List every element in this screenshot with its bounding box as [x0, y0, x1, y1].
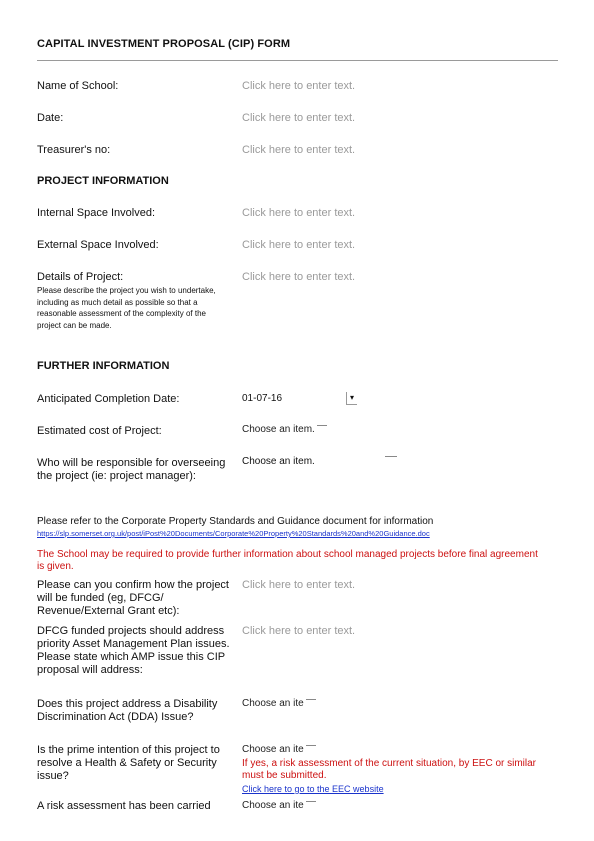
dda-label: Does this project address a Disability Discrimination Act (DDA) Issue?	[37, 698, 218, 723]
funding-input[interactable]: Click here to enter text.	[242, 579, 356, 591]
treasurer-label: Treasurer's no:	[37, 144, 111, 156]
school-input[interactable]: Click here to enter text.	[242, 80, 356, 92]
dropdown-handle-icon	[317, 425, 327, 426]
risk-assessment-dropdown[interactable]	[242, 800, 316, 812]
dfcg-label: DFCG funded projects should address priority Asset Management Plan issues. Please state which AMP issue this CIP proposal will address:	[37, 625, 230, 676]
responsible-label: Who will be responsible for overseeing the project (ie: project manager):	[37, 457, 226, 482]
details-input[interactable]: Click here to enter text.	[242, 271, 356, 283]
treasurer-input[interactable]: Click here to enter text.	[242, 144, 356, 156]
internal-space-input[interactable]: Click here to enter text.	[242, 207, 356, 219]
external-space-label: External Space Involved:	[37, 239, 159, 251]
funding-label: Please can you confirm how the project will be funded (eg, DFCG/ Revenue/External Grant etc):	[37, 579, 229, 617]
further-info-heading: FURTHER INFORMATION	[37, 360, 170, 372]
dfcg-input[interactable]: Click here to enter text.	[242, 625, 356, 637]
responsible-dropdown-value: Choose an item.	[242, 456, 315, 467]
agreement-notice: The School may be required to provide further information about school managed projects before final agreement is given.	[37, 549, 538, 572]
details-help-text: Please describe the project you wish to undertake, including as much detail as possible so that a reasonable assessment of the complexity of the project can be made.	[37, 286, 216, 330]
cost-label: Estimated cost of Project:	[37, 425, 162, 437]
completion-date-label: Anticipated Completion Date:	[37, 393, 180, 405]
completion-date-value: 01-07-16	[242, 393, 283, 404]
date-label: Date:	[37, 112, 64, 124]
date-input[interactable]: Click here to enter text.	[242, 112, 356, 124]
dda-dropdown-value: Choose an ite	[242, 698, 304, 709]
health-safety-label: Is the prime intention of this project to resolve a Health & Safety or Security issue?	[37, 744, 220, 782]
external-space-input[interactable]: Click here to enter text.	[242, 239, 356, 251]
cost-dropdown[interactable]	[242, 424, 327, 436]
dropdown-handle-icon	[306, 699, 316, 700]
dropdown-handle-icon	[306, 801, 316, 802]
completion-date-picker[interactable]	[242, 392, 357, 406]
health-safety-dropdown[interactable]	[242, 744, 316, 756]
internal-space-label: Internal Space Involved:	[37, 207, 156, 219]
dda-dropdown[interactable]	[242, 698, 316, 710]
eec-website-link[interactable]: Click here to go to the EEC website	[242, 784, 384, 794]
risk-assessment-label: A risk assessment has been carried	[37, 800, 211, 812]
responsible-dropdown[interactable]	[242, 456, 397, 467]
dropdown-handle-icon	[385, 456, 397, 457]
guidance-link[interactable]: https://slp.somerset.org.uk/post/iPost%20Documents/Corporate%20Property%20Standards%20and%20Guidance.doc	[37, 529, 430, 538]
dropdown-handle-icon	[306, 745, 316, 746]
date-dropdown-icon[interactable]: ▾	[346, 392, 357, 405]
details-label: Details of Project:	[37, 271, 124, 283]
risk-assessment-note: If yes, a risk assessment of the current situation, by EEC or similar must be submitted.	[242, 758, 536, 781]
title-divider	[37, 60, 558, 61]
form-title: CAPITAL INVESTMENT PROPOSAL (CIP) FORM	[37, 38, 291, 50]
refer-text: Please refer to the Corporate Property Standards and Guidance document for information	[37, 516, 434, 527]
cost-dropdown-value: Choose an item.	[242, 424, 315, 435]
school-label: Name of School:	[37, 80, 119, 92]
health-safety-dropdown-value: Choose an ite	[242, 744, 304, 755]
project-info-heading: PROJECT INFORMATION	[37, 175, 169, 187]
risk-assessment-dropdown-value: Choose an ite	[242, 800, 304, 811]
